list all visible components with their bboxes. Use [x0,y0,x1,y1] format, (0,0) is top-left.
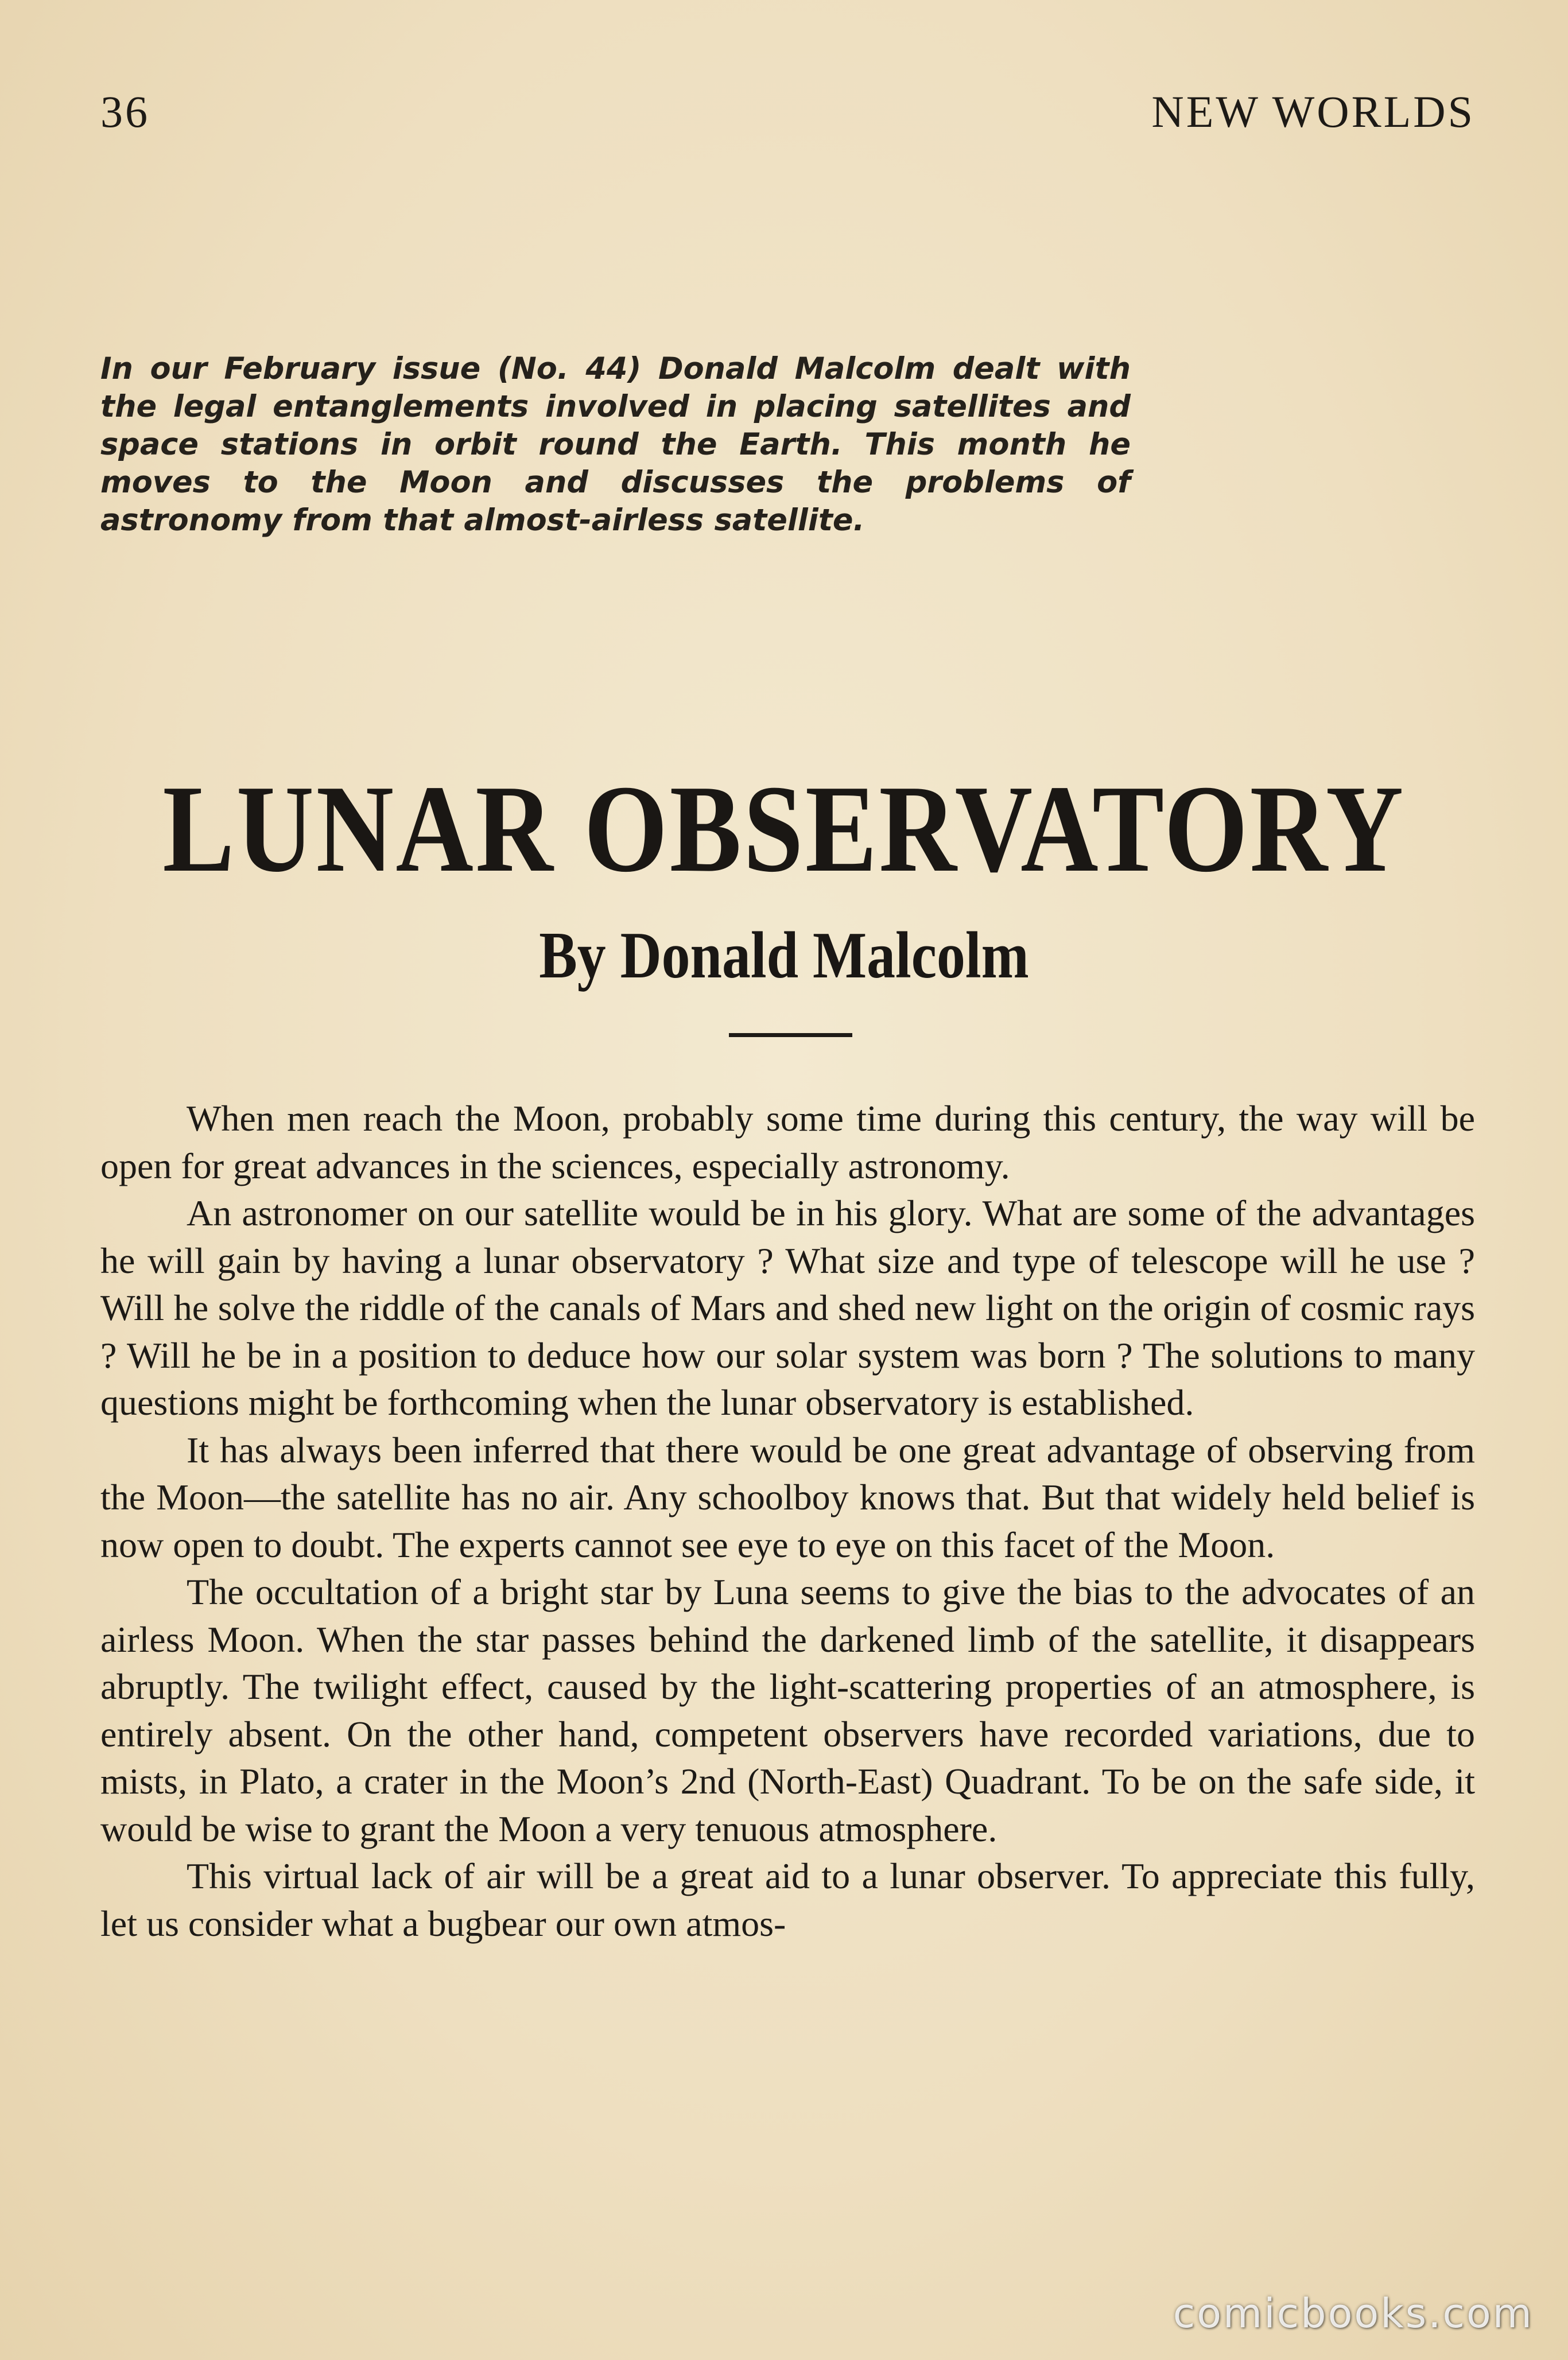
article-byline: By Donald Malcolm [539,919,1029,992]
editorial-intro: In our February issue (No. 44) Donald Malcolm dealt with the legal entanglements involved in placing satellites and space stations in orbit round the Earth. This month he moves to the Moon and discusses the problems of astronomy from that almost-airless satellite. [100,351,1131,538]
paragraph: This virtual lack of air will be a great aid to a lunar observer. To appreciate this fully, let us consider what a bugbear our own atmos- [100,1856,1475,1944]
page-number: 36 [100,87,150,137]
article-title: LUNAR OBSERVATORY [162,760,1406,898]
site-watermark: comicbooks.com [1173,2290,1534,2337]
paragraph: The occultation of a bright star by Luna seems to give the bias to the advocates of an airless Moon. When the star passes behind the darkened limb of the satellite, it disappears abruptly. The twilight effect, caused by the light-scattering properties of an atmosphere, is entirely absent. On the other hand, competent observers have recorded variations, due to mists, in Plato, a crater in the Moon’s 2nd (North-East) Quadrant. To be on the safe side, it would be wise to grant the Moon a very tenuous atmosphere. [100,1571,1475,1849]
running-head [100,86,1475,149]
paragraph: When men reach the Moon, probably some time during this century, the way will be open for great advances in the sciences, especially astronomy. [100,1098,1475,1186]
title-divider [729,1033,852,1037]
article-body [100,1095,1475,1947]
paragraph: It has always been inferred that there would be one great advantage of observing from the Moon—the satellite has no air. Any schoolboy knows that. But that widely held belief is now open to doubt. The experts cannot see eye to eye on this facet of the Moon. [100,1429,1475,1565]
paragraph: An astronomer on our satellite would be in his glory. What are some of the advantages he will gain by having a lunar observatory ? What size and type of telescope will he use ? Will he solve the riddle of the canals of Mars and shed new light on the origin of cosmic rays ? Will he be in a position to deduce how our solar system was born ? The solutions to many questions might be forthcoming when the lunar observatory is established. [100,1193,1475,1423]
magazine-title: NEW WORLDS [1151,87,1475,137]
